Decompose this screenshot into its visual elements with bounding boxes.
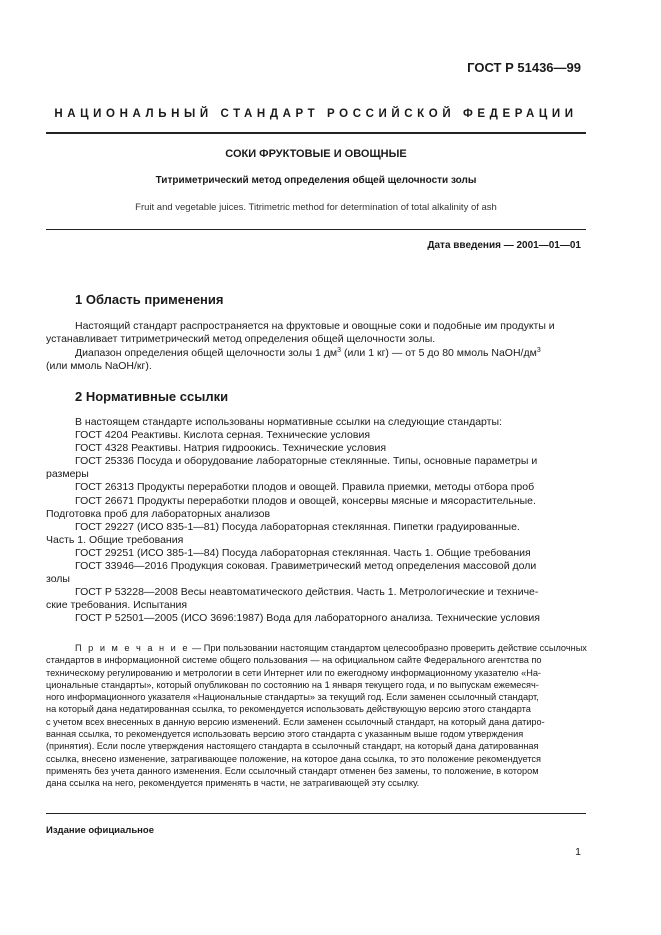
section1-body	[75, 347, 585, 360]
note-line: (принятия). Если после утверждения настоящего стандарта в ссылочный стандарт, на который дана датированная	[46, 741, 539, 752]
list-item: ГОСТ 25336 Посуда и оборудование лабораторные стеклянные. Типы, основные параметры и	[75, 455, 538, 468]
note-line: применять без учета данного изменения. Если ссылочный стандарт отменен без замены, то положение, в котором	[46, 765, 539, 776]
list-item: размеры	[46, 468, 89, 481]
section1-body	[75, 320, 582, 333]
list-item: золы	[46, 573, 70, 586]
document-subtitle: Титриметрический метод определения общей щелочности золы	[155, 175, 477, 186]
section1-body	[46, 360, 584, 373]
list-item: ГОСТ Р 52501—2005 (ИСО 3696:1987) Вода для лабораторного анализа. Технические условия	[75, 612, 540, 625]
text-line: устанавливает титриметрический метод определения общей щелочности золы.	[46, 333, 436, 345]
list-item: ГОСТ 29227 (ИСО 835-1—81) Посуда лабораторная стеклянная. Пипетки градуированные.	[75, 520, 520, 533]
list-item: ГОСТ 26671 Продукты переработки плодов и овощей, консервы мясные и мясорастительные.	[75, 494, 536, 507]
divider	[46, 132, 586, 134]
divider	[46, 229, 586, 230]
text-line: (или ммоль NaOH/кг).	[46, 360, 152, 372]
section1-body	[46, 333, 584, 346]
section2-heading: 2 Нормативные ссылки	[75, 389, 229, 404]
list-item: ГОСТ 26313 Продукты переработки плодов и овощей. Правила приемки, методы отбора проб	[75, 481, 535, 494]
note-line: с учетом всех внесенных в данную версию изменений. Если заменен ссылочный стандарт, на который дана датиро-	[46, 716, 545, 727]
english-title: Fruit and vegetable juices. Titrimetric method for determination of total alkalinity of ash	[135, 202, 497, 213]
document-id: ГОСТ Р 51436—99	[467, 60, 581, 75]
note-line: стандартов в информационной системе общего пользования — на официальном сайте Федерального агентства по	[46, 655, 542, 666]
list-item: ГОСТ 4328 Реактивы. Натрия гидроокись. Технические условия	[75, 442, 387, 455]
note-line: техническому регулированию и метрологии в сети Интернет или по ежегодному информационному указателю «На-	[46, 667, 541, 678]
references-list	[46, 416, 584, 626]
note-label: П р и м е ч а н и е	[75, 643, 190, 653]
note-line: ванная ссылка, то рекомендуется использовать версию этого стандарта с указанным выше годом утверждения	[46, 729, 524, 740]
list-item: ГОСТ 33946—2016 Продукция соковая. Гравиметрический метод определения массовой доли	[75, 560, 537, 573]
note-line: ного информационного указателя «Национальные стандарты» за текущий год. Если заменен ссылочный стандарт,	[46, 692, 539, 703]
note-line: ссылка, внесено изменение, затрагивающее положение, на которое дана ссылка, то это положение рекомендуется	[46, 753, 541, 764]
note-line: на который дана недатированная ссылка, то рекомендуется использовать действующую версию этого стандарта	[46, 704, 531, 715]
introduction-date: Дата введения — 2001—01—01	[427, 240, 581, 251]
note	[46, 642, 587, 790]
list-item: Подготовка проб для лабораторных анализов	[46, 507, 271, 520]
edition-label: Издание официальное	[46, 825, 154, 836]
list-item: ские требования. Испытания	[46, 599, 188, 612]
note-line: дана ссылка на него, рекомендуется применять в части, не затрагивающей эту ссылку.	[46, 778, 420, 789]
document-title: СОКИ ФРУКТОВЫЕ И ОВОЩНЫЕ	[225, 148, 407, 160]
divider	[46, 813, 586, 814]
list-item: Часть 1. Общие требования	[46, 533, 184, 546]
note-line: П р и м е ч а н и е — При пользовании настоящим стандартом целесообразно проверить действие ссылочных	[75, 643, 587, 653]
list-item: В настоящем стандарте использованы нормативные ссылки на следующие стандарты:	[75, 416, 502, 428]
list-item: ГОСТ Р 53228—2008 Весы неавтоматического действия. Часть 1. Метрологические и техниче-	[75, 586, 539, 599]
section1-heading: 1 Область применения	[75, 292, 224, 307]
text-line: Настоящий стандарт распространяется на фруктовые и овощные соки и подобные им продукты и	[75, 320, 555, 332]
text-line: Диапазон определения общей щелочности золы 1 $дм^3$ (или 1 кг) — от 5 до 80 ммоль NaOH/$дм^3$	[75, 347, 541, 359]
standard-title: НАЦИОНАЛЬНЫЙ СТАНДАРТ РОССИЙСКОЙ ФЕДЕРАЦИИ	[54, 108, 578, 120]
list-item: ГОСТ 4204 Реактивы. Кислота серная. Технические условия	[75, 429, 371, 442]
list-item: ГОСТ 29251 (ИСО 385-1—84) Посуда лабораторная стеклянная. Часть 1. Общие требования	[75, 546, 531, 559]
note-line: циональные стандарты», который опубликован по состоянию на 1 января текущего года, и по выпускам ежемесяч-	[46, 679, 539, 690]
page-number: 1	[575, 846, 581, 858]
